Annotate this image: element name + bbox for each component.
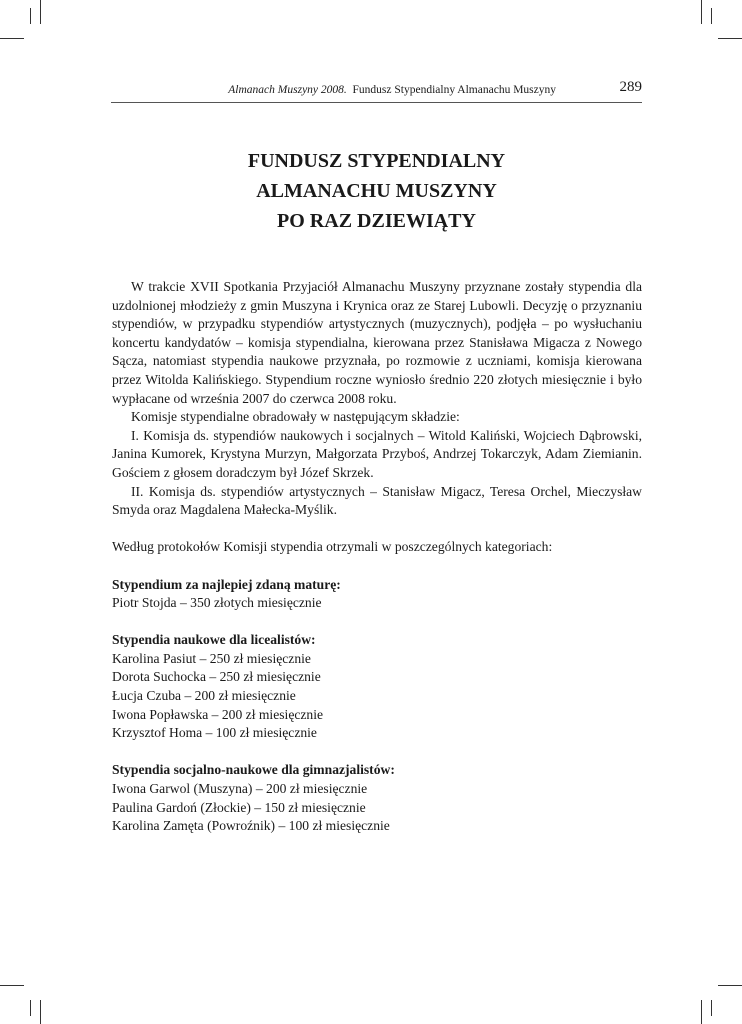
recipient-line: Krzysztof Homa – 100 zł miesięcznie — [112, 725, 317, 741]
recipient-line: Piotr Stojda – 350 złotych miesięcznie — [112, 595, 322, 611]
title-line: ALMANACHU MUSZYNY — [256, 180, 497, 202]
recipient-line: Łucja Czuba – 200 zł miesięcznie — [112, 688, 296, 704]
recipient-line: Paulina Gardoń (Złockie) – 150 zł miesięcznie — [112, 799, 366, 815]
crop-mark — [0, 38, 24, 39]
section-title: Fundusz Stypendialny Almanachu Muszyny — [352, 84, 556, 96]
award-section-licealisci — [112, 631, 642, 743]
crop-mark — [701, 0, 702, 24]
award-heading: Stypendia socjalno-naukowe dla gimnazjalistów: — [112, 762, 395, 778]
crop-mark — [711, 8, 712, 24]
crop-mark — [40, 0, 41, 24]
crop-mark — [718, 38, 742, 39]
running-head-text — [228, 84, 556, 96]
award-heading: Stypendium za najlepiej zdaną maturę: — [112, 576, 341, 592]
title-line: FUNDUSZ STYPENDIALNY — [247, 150, 506, 172]
committee-1-paragraph: I. Komisja ds. stypendiów naukowych i socjalnych – Witold Kaliński, Wojciech Dąbrowski, Janina Kumorek, Krystyna Murzyn, Małgorzata Przyboś, Andrzej Tokarczyk, Adam Ziemianin. Gościem z głosem doradczym był Józef Skrzek. — [112, 427, 642, 480]
crop-mark — [40, 1000, 41, 1024]
crop-mark — [0, 985, 24, 986]
recipient-line: Iwona Popławska – 200 zł miesięcznie — [112, 706, 324, 722]
recipient-line: Karolina Zamęta (Powroźnik) – 100 zł miesięcznie — [112, 818, 390, 834]
article-body — [112, 278, 642, 836]
intro-paragraph: W trakcie XVII Spotkania Przyjaciół Almanachu Muszyny przyznane zostały stypendia dla uzdolnionej młodzieży z gmin Muszyna i Krynica oraz ze Starej Lubowli. Decyzję o przyznaniu stypendiów, w przypadku stypendiów artystycznych (muzycznych), podjęła – po wysłuchaniu koncertu kandydatów – komisja stypendialna, kierowana przez Stanisława Migacza z Nowego Sącza, natomiast stypendia naukowe przyznała, po rozmowie z uczniami, komisja kierowana przez Witolda Kalińskiego. Stypendium roczne wyniosło średnio 220 złotych miesięcznie i było wypłacane od września 2007 do czerwca 2008 roku. — [112, 279, 642, 406]
crop-mark — [701, 1000, 702, 1024]
award-heading: Stypendia naukowe dla licealistów: — [112, 632, 316, 648]
recipient-line: Dorota Suchocka – 250 zł miesięcznie — [112, 669, 321, 685]
crop-mark — [30, 1000, 31, 1016]
crop-mark — [30, 8, 31, 24]
publication-title: Almanach Muszyny 2008. — [228, 84, 347, 96]
title-line: PO RAZ DZIEWIĄTY — [277, 210, 476, 232]
committee-2-paragraph: II. Komisja ds. stypendiów artystycznych – Stanisław Migacz, Teresa Orchel, Mieczysław Smyda oraz Magdalena Małecka-Myślik. — [112, 483, 642, 518]
committees-intro: Komisje stypendialne obradowały w następującym składzie: — [131, 409, 460, 425]
protocol-paragraph: Według protokołów Komisji stypendia otrzymali w poszczególnych kategoriach: — [112, 539, 553, 555]
article-title — [111, 146, 642, 236]
crop-mark — [711, 1000, 712, 1016]
recipient-line: Iwona Garwol (Muszyna) – 200 zł miesięcznie — [112, 781, 368, 797]
recipient-line: Karolina Pasiut – 250 zł miesięcznie — [112, 650, 311, 666]
award-section-matura — [112, 576, 642, 613]
running-head — [111, 79, 642, 103]
crop-mark — [718, 985, 742, 986]
page-number: 289 — [619, 79, 642, 95]
award-section-gimnazjalisci — [112, 761, 642, 835]
